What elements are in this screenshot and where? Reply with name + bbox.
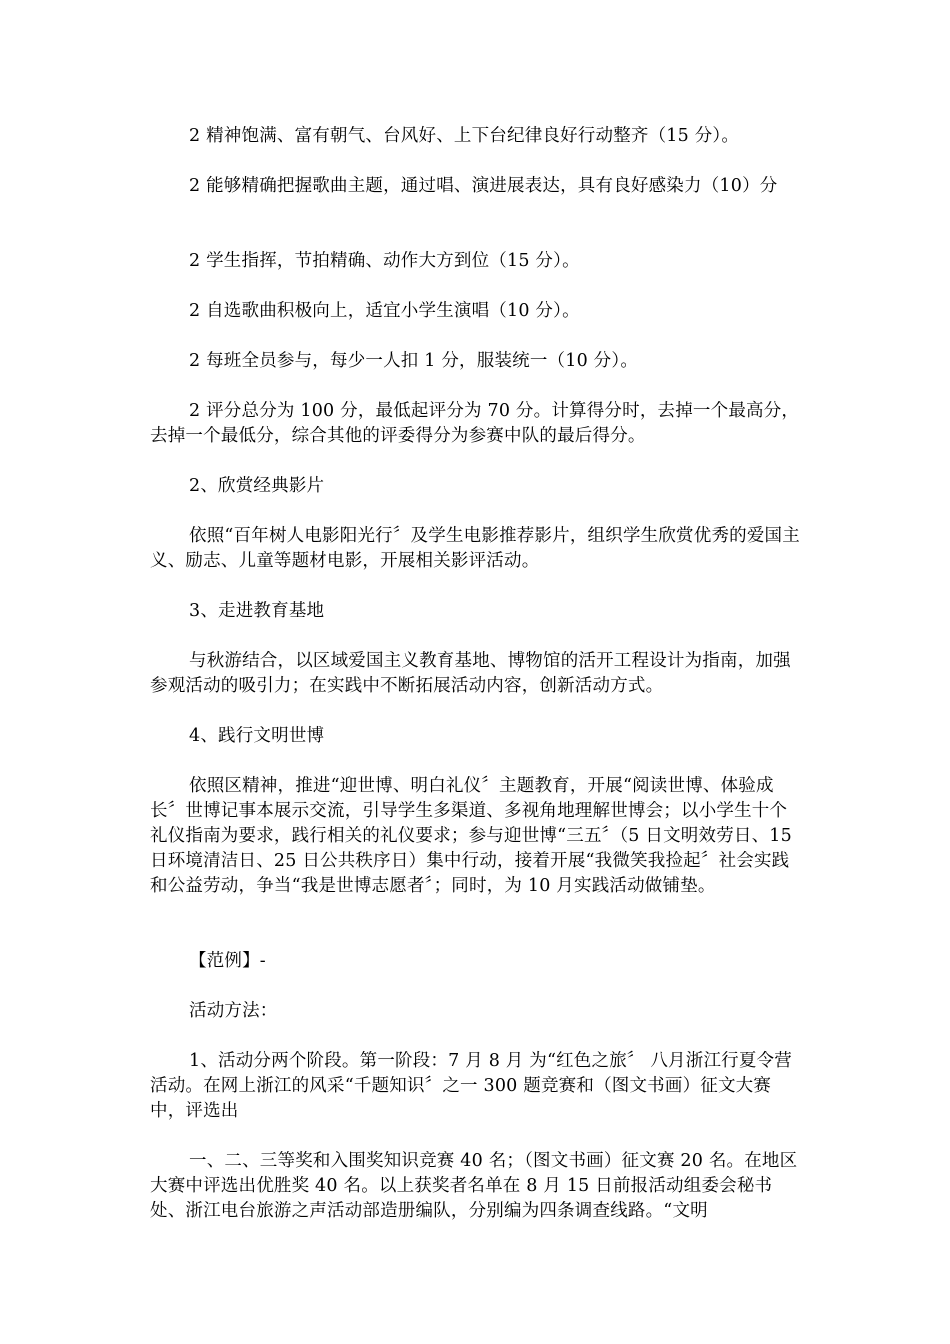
criterion-theme: 2 能够精确把握歌曲主题，通过唱、演进展表达，具有良好感染力（10）分 <box>189 176 778 196</box>
films-description: 依照“百年树人电影阳光行〞及学生电影推荐影片，组织学生欣赏优秀的爱国主义、励志、儿童等题材电影，开展相关影评活动。 <box>150 526 800 571</box>
activity-stage-one: 1、活动分两个阶段。第一阶段：7 月 8 月 为“红色之旅〞 八月浙江行夏令营活动。在网上浙江的风采“千题知识〞之一 300 题竞赛和（图文书画）征文大赛中，评选出 <box>150 1051 792 1121</box>
criterion-participation: 2 每班全员参与，每少一人扣 1 分，服装统一（10 分）。 <box>189 351 639 371</box>
criterion-conducting: 2 学生指挥，节拍精确、动作大方到位（15 分）。 <box>189 251 580 271</box>
example-heading: 【范例】- <box>189 951 266 971</box>
scoring-rules: 2 评分总分为 100 分，最低起评分为 70 分。计算得分时，去掉一个最高分，去掉一个最低分，综合其他的评委得分为参赛中队的最后得分。 <box>150 401 800 446</box>
criterion-song-choice: 2 自选歌曲积极向上，适宜小学生演唱（10 分）。 <box>189 301 580 321</box>
criterion-spirit: 2 精神饱满、富有朝气、台风好、上下台纪律良好行动整齐（15 分）。 <box>189 126 740 146</box>
awards-description: 一、二、三等奖和入围奖知识竞赛 40 名；（图文书画）征文赛 20 名。在地区大赛中评选出优胜奖 40 名。以上获奖者名单在 8 月 15 日前报活动组委会秘书处、浙江电台旅游之声活动部造册编队，分别编为四条调查线路。“文明 <box>150 1151 798 1221</box>
activity-method-heading: 活动方法： <box>189 1001 278 1021</box>
education-base-description: 与秋游结合，以区域爱国主义教育基地、博物馆的活开工程设计为指南，加强参观活动的吸引力；在实践中不断拓展活动内容，创新活动方式。 <box>150 651 791 696</box>
section-heading-education-base: 3、走进教育基地 <box>189 601 325 621</box>
section-heading-expo: 4、践行文明世博 <box>189 726 325 746</box>
section-heading-films: 2、欣赏经典影片 <box>189 476 325 496</box>
expo-description: 依照区精神，推进“迎世博、明白礼仪〞主题教育，开展“阅读世博、体验成长〞世博记事本展示交流，引导学生多渠道、多视角地理解世博会；以小学生十个礼仪指南为要求，践行相关的礼仪要求；参与迎世博“三五〞（5 日文明效劳日、15 日环境清洁日、25 日公共秩序日）集中行动，接着开展“我微笑我捡起〞社会实践和公益劳动，争当“我是世博志愿者〞；同时，为 10 月实践活动做铺垫。 <box>150 776 792 896</box>
